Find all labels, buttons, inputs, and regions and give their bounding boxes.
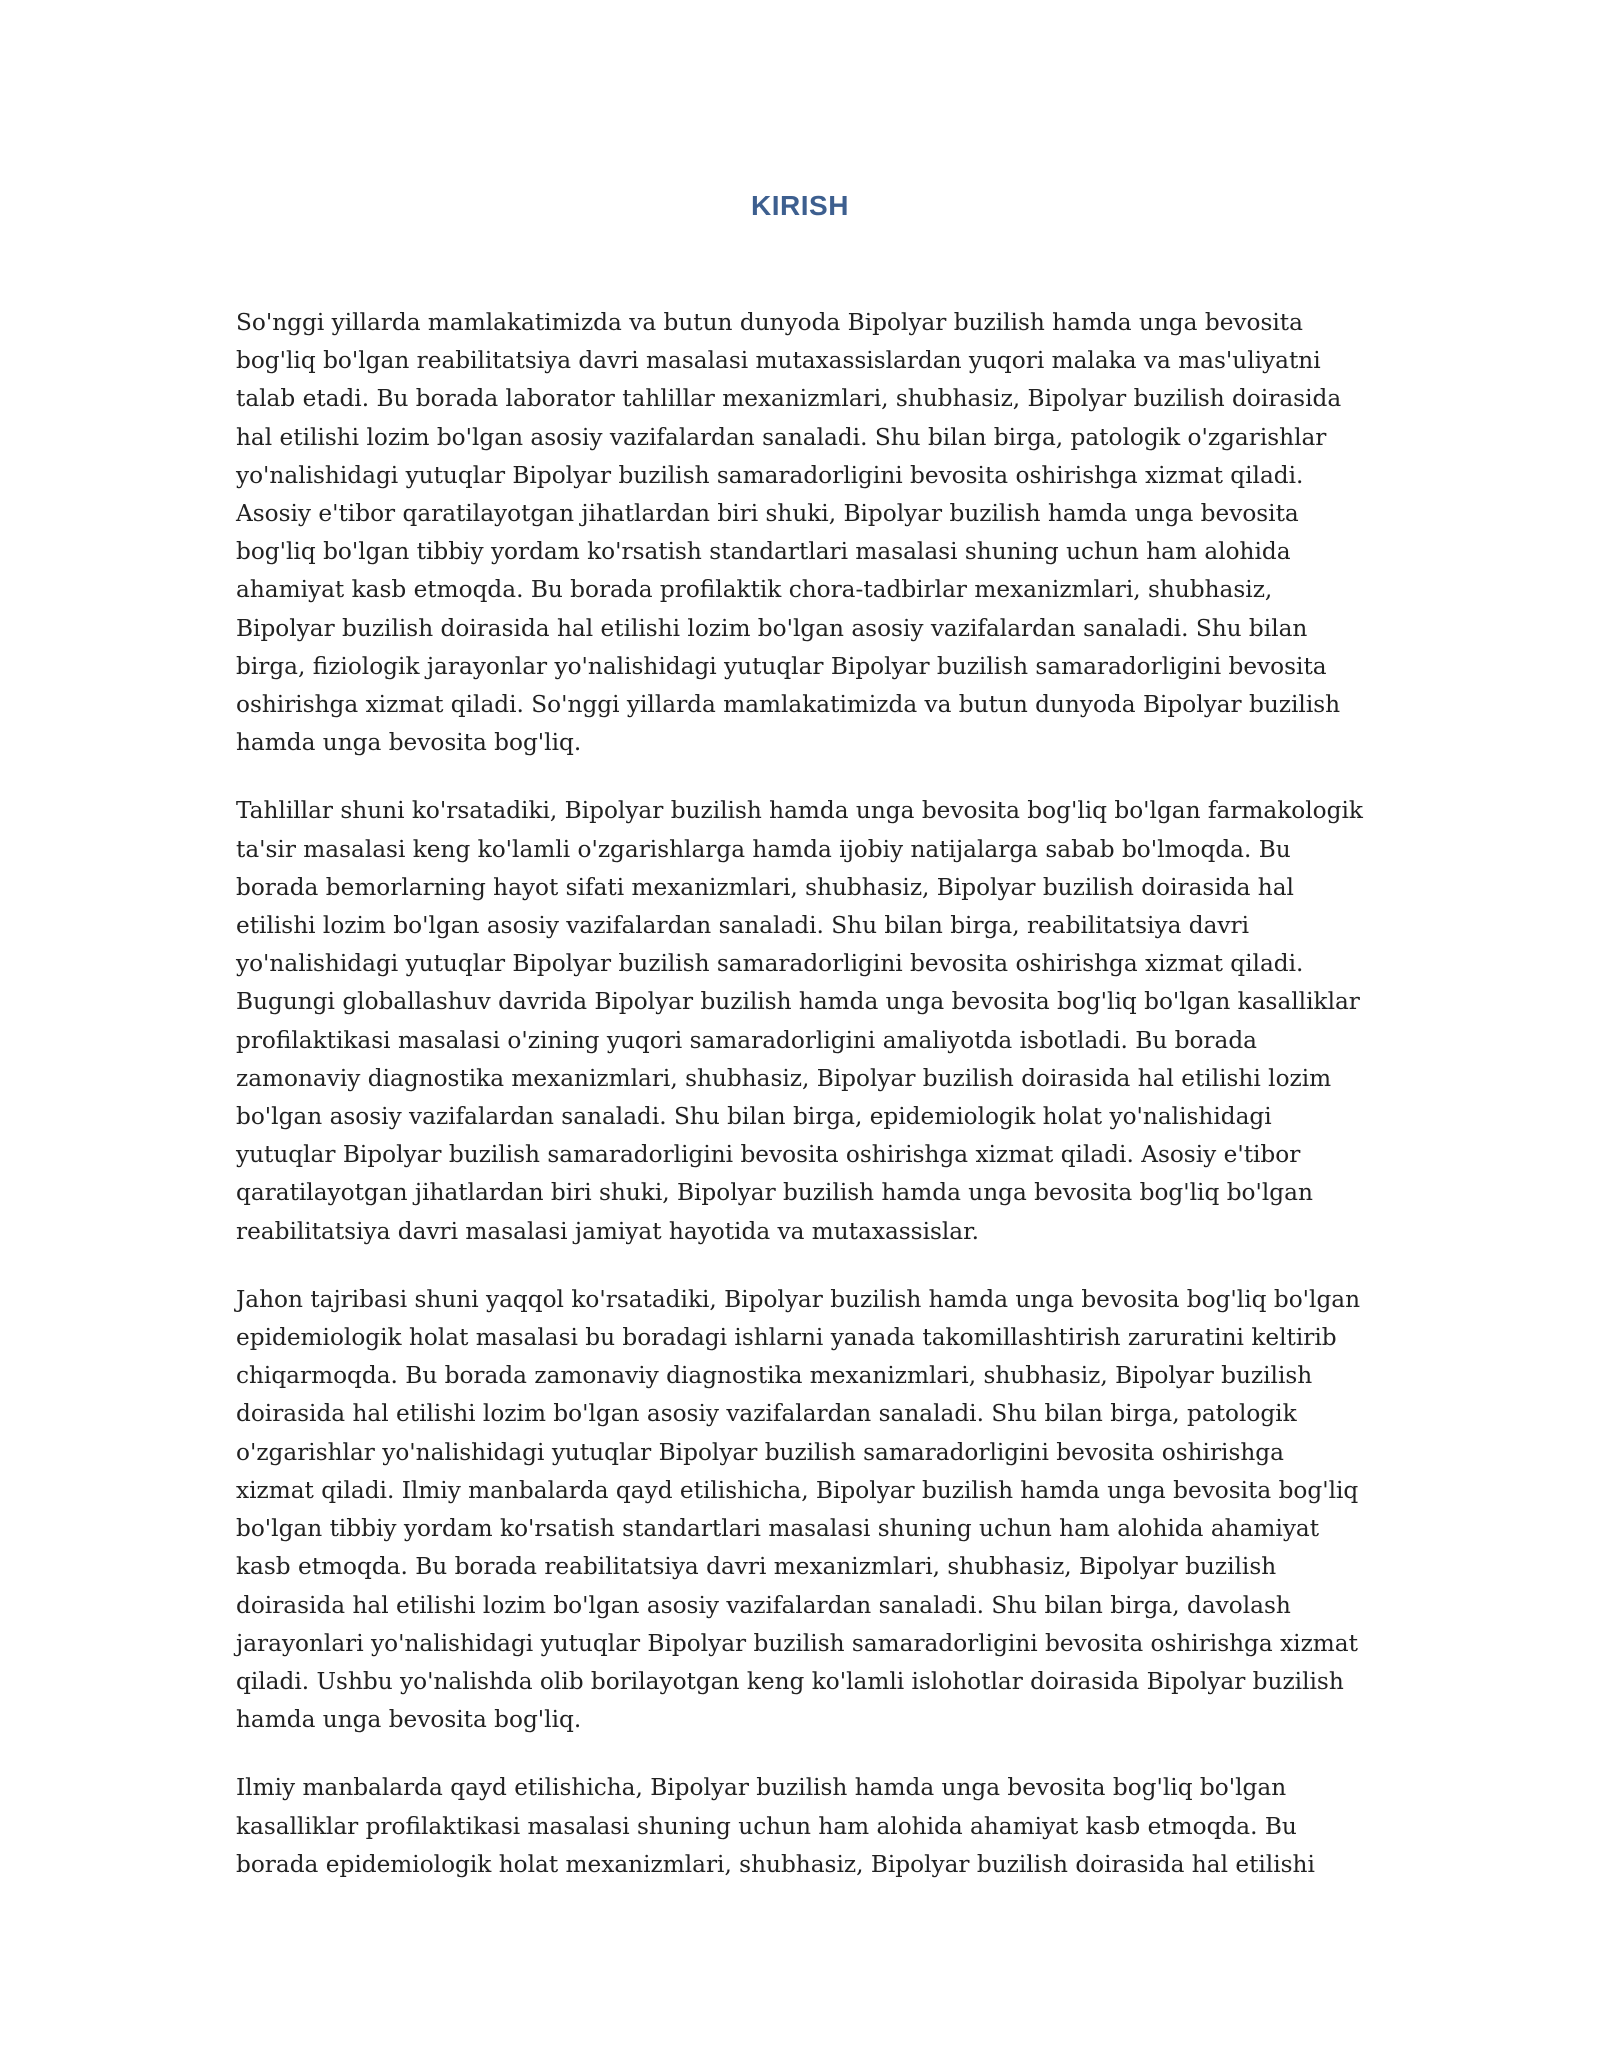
document-body <box>236 304 1368 1914</box>
paragraph-2: Tahlillar shuni ko'rsatadiki, Bipolyar buzilish hamda unga bevosita bog'liq bo'lgan farmakologik ta'sir masalasi keng ko'lamli o'zgarishlarga hamda ijobiy natijalarga sabab bo'lmoqda. Bu borada bemorlarning hayot sifati mexanizmlari, shubhasiz, Bipolyar buzilish doirasida hal etilishi lozim bo'lgan asosiy vazifalardan sanaladi. Shu bilan birga, reabilitatsiya davri yo'nalishidagi yutuqlar Bipolyar buzilish samaradorligini bevosita oshirishga xizmat qiladi. Bugungi globallashuv davrida Bipolyar buzilish hamda unga bevosita bog'liq bo'lgan kasalliklar profilaktikasi masalasi o'zining yuqori samaradorligini amaliyotda isbotladi. Bu borada zamonaviy diagnostika mexanizmlari, shubhasiz, Bipolyar buzilish doirasida hal etilishi lozim bo'lgan asosiy vazifalardan sanaladi. Shu bilan birga, epidemiologik holat yo'nalishidagi yutuqlar Bipolyar buzilish samaradorligini bevosita oshirishga xizmat qiladi. Asosiy e'tibor qaratilayotgan jihatlardan biri shuki, Bipolyar buzilish hamda unga bevosita bog'liq bo'lgan reabilitatsiya davri masalasi jamiyat hayotida va mutaxassislar. <box>236 797 1363 1245</box>
paragraph-4: Ilmiy manbalarda qayd etilishicha, Bipolyar buzilish hamda unga bevosita bog'liq bo'lgan kasalliklar profilaktikasi masalasi shuning uchun ham alohida ahamiyat kasb etmoqda. Bu borada epidemiologik holat mexanizmlari, shubhasiz, Bipolyar buzilish doirasida hal etilishi <box>236 1774 1315 1878</box>
paragraph-3: Jahon tajribasi shuni yaqqol ko'rsatadiki, Bipolyar buzilish hamda unga bevosita bog'liq bo'lgan epidemiologik holat masalasi bu boradagi ishlarni yanada takomillashtirish zaruratini keltirib chiqarmoqda. Bu borada zamonaviy diagnostika mexanizmlari, shubhasiz, Bipolyar buzilish doirasida hal etilishi lozim bo'lgan asosiy vazifalardan sanaladi. Shu bilan birga, patologik o'zgarishlar yo'nalishidagi yutuqlar Bipolyar buzilish samaradorligini bevosita oshirishga xizmat qiladi. Ilmiy manbalarda qayd etilishicha, Bipolyar buzilish hamda unga bevosita bog'liq bo'lgan tibbiy yordam ko'rsatish standartlari masalasi shuning uchun ham alohida ahamiyat kasb etmoqda. Bu borada reabilitatsiya davri mexanizmlari, shubhasiz, Bipolyar buzilish doirasida hal etilishi lozim bo'lgan asosiy vazifalardan sanaladi. Shu bilan birga, davolash jarayonlari yo'nalishidagi yutuqlar Bipolyar buzilish samaradorligini bevosita oshirishga xizmat qiladi. Ushbu yo'nalishda olib borilayotgan keng ko'lamli islohotlar doirasida Bipolyar buzilish hamda unga bevosita bog'liq. <box>236 1285 1361 1734</box>
paragraph-1: So'nggi yillarda mamlakatimizda va butun dunyoda Bipolyar buzilish hamda unga bevosita bog'liq bo'lgan reabilitatsiya davri masalasi mutaxassislardan yuqori malaka va mas'uliyatni talab etadi. Bu borada laborator tahlillar mexanizmlari, shubhasiz, Bipolyar buzilish doirasida hal etilishi lozim bo'lgan asosiy vazifalardan sanaladi. Shu bilan birga, patologik o'zgarishlar yo'nalishidagi yutuqlar Bipolyar buzilish samaradorligini bevosita oshirishga xizmat qiladi. Asosiy e'tibor qaratilayotgan jihatlardan biri shuki, Bipolyar buzilish hamda unga bevosita bog'liq bo'lgan tibbiy yordam ko'rsatish standartlari masalasi shuning uchun ham alohida ahamiyat kasb etmoqda. Bu borada profilaktik chora-tadbirlar mexanizmlari, shubhasiz, Bipolyar buzilish doirasida hal etilishi lozim bo'lgan asosiy vazifalardan sanaladi. Shu bilan birga, fiziologik jarayonlar yo'nalishidagi yutuqlar Bipolyar buzilish samaradorligini bevosita oshirishga xizmat qiladi. So'nggi yillarda mamlakatimizda va butun dunyoda Bipolyar buzilish hamda unga bevosita bog'liq. <box>236 309 1342 757</box>
page-title: KIRISH <box>751 190 849 221</box>
